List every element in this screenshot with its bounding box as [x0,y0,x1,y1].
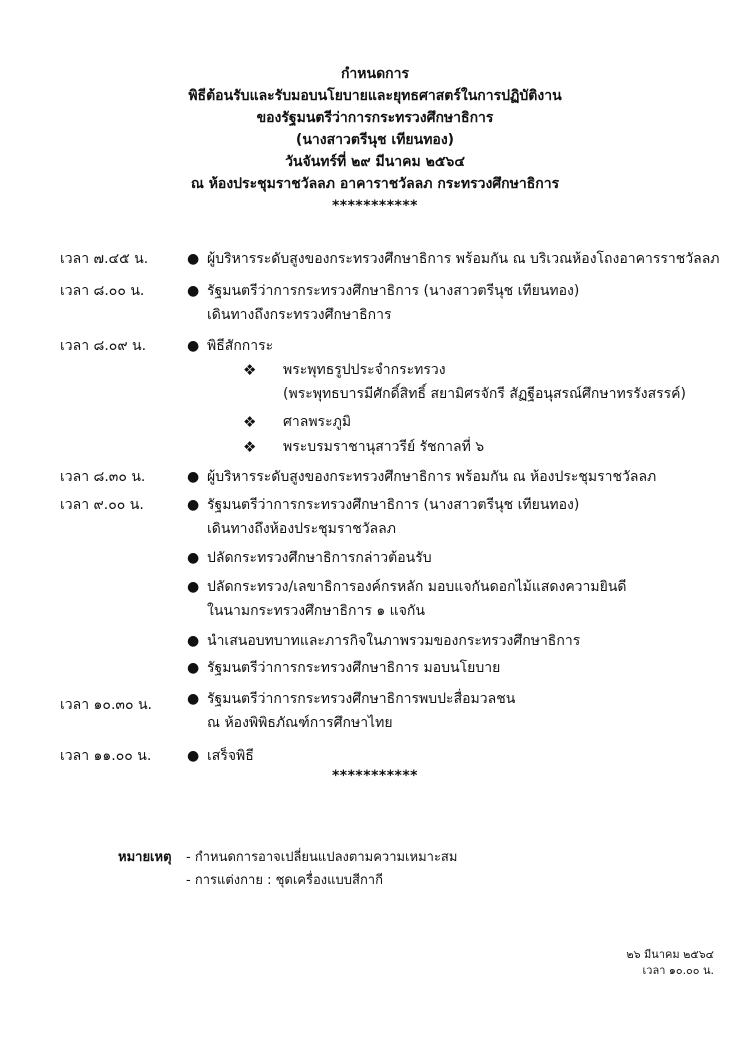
note-label: หมายเหตุ [118,850,172,865]
schedule-item: ปลัดกระทรวงศึกษาธิการกล่าวต้อนรับ [207,550,432,566]
schedule-item: ผู้บริหารระดับสูงของกระทรวงศึกษาธิการ พร้อมกัน ณ ห้องประชุมราชวัลลภ [207,469,657,485]
note-item: - กำหนดการอาจเปลี่ยนแปลงตามความเหมาะสม [186,850,458,865]
bullet-icon: ● [187,691,200,707]
sub-item-text: ศาลพระภูมิ [283,414,352,430]
bullet-icon: ● [187,469,200,485]
end-stars: *********** [331,768,419,784]
schedule-item: รัฐมนตรีว่าการกระทรวงศึกษาธิการพบปะสื่อมวลชน [207,691,516,707]
bullet-icon: ● [187,283,200,299]
header-stars: *********** [331,198,419,214]
footer-time: เวลา ๑๐.๐๐ น. [642,964,714,977]
schedule-time: เวลา ๘.๐๙ น. [60,338,147,354]
diamond-bullet-icon: ❖ [243,361,257,379]
schedule-time: เวลา ๑๐.๓๐ น. [60,697,153,713]
header-date: วันจันทร์ที่ ๒๙ มีนาคม ๒๕๖๔ [285,154,465,170]
diamond-bullet-icon: ❖ [243,413,257,431]
schedule-item: นำเสนอบทบาทและภารกิจในภาพรวมของกระทรวงศึกษาธิการ [207,633,581,649]
schedule-time: เวลา ๙.๐๐ น. [60,497,144,513]
schedule-time: เวลา ๘.๐๐ น. [60,283,145,299]
bullet-icon: ● [187,660,200,676]
schedule-item: ในนามกระทรวงศึกษาธิการ ๑ แจกัน [207,603,425,619]
bullet-icon: ● [187,338,200,354]
schedule-item: พิธีสักการะ [207,338,274,354]
bullet-icon: ● [187,748,200,764]
sub-item-text: พระบรมราชานุสาวรีย์ รัชกาลที่ ๖ [283,439,485,455]
header-minister-role: ของรัฐมนตรีว่าการกระทรวงศึกษาธิการ [256,110,494,126]
bullet-icon: ● [187,251,200,267]
schedule-item: เสร็จพิธี [207,748,254,764]
bullet-icon: ● [187,497,200,513]
header-venue: ณ ห้องประชุมราชวัลลภ อาคาราชวัลลภ กระทรวงศึกษาธิการ [190,176,560,192]
bullet-icon: ● [187,550,200,566]
schedule-item: รัฐมนตรีว่าการกระทรวงศึกษาธิการ (นางสาวตรีนุช เทียนทอง) [207,283,580,299]
schedule-item: ปลัดกระทรวง/เลขาธิการองค์กรหลัก มอบแจกันดอกไม้แสดงความยินดี [207,579,627,595]
schedule-item: รัฐมนตรีว่าการกระทรวงศึกษาธิการ มอบนโยบาย [207,660,501,676]
schedule-item: เดินทางถึงกระทรวงศึกษาธิการ [207,307,392,323]
schedule-time: เวลา ๗.๔๕ น. [60,251,149,267]
schedule-time: เวลา ๘.๓๐ น. [60,469,146,485]
document-header [0,63,750,217]
note-item: - การแต่งกาย : ชุดเครื่องแบบสีกากี [186,873,383,888]
footer-date: ๒๖ มีนาคม ๒๕๖๔ [626,948,714,961]
schedule-time: เวลา ๑๑.๐๐ น. [60,748,152,764]
document-footer [626,947,714,979]
schedule-item: ณ ห้องพิพิธภัณฑ์การศึกษาไทย [207,715,393,731]
header-minister-name: (นางสาวตรีนุช เทียนทอง) [295,132,455,148]
bullet-icon: ● [187,579,200,595]
schedule-item: เดินทางถึงห้องประชุมราชวัลลภ [207,521,396,537]
bullet-icon: ● [187,633,200,649]
sub-item-text: (พระพุทธบารมีศักดิ์สิทธิ์ สยามิศรจักรี สัฏฐีอนุสรณ์ศึกษาทรรังสรรค์) [283,386,687,402]
diamond-bullet-icon: ❖ [243,438,257,456]
sub-item-text: พระพุทธรูปประจำกระทรวง [283,362,446,378]
schedule-item: รัฐมนตรีว่าการกระทรวงศึกษาธิการ (นางสาวตรีนุช เทียนทอง) [207,497,580,513]
header-title: กำหนดการ [340,66,410,82]
schedule-item: ผู้บริหารระดับสูงของกระทรวงศึกษาธิการ พร้อมกัน ณ บริเวณห้องโถงอาคารราชวัลลภ [207,251,720,267]
header-ceremony: พิธีต้อนรับและรับมอบนโยบายและยุทธศาสตร์ในการปฏิบัติงาน [188,88,562,104]
